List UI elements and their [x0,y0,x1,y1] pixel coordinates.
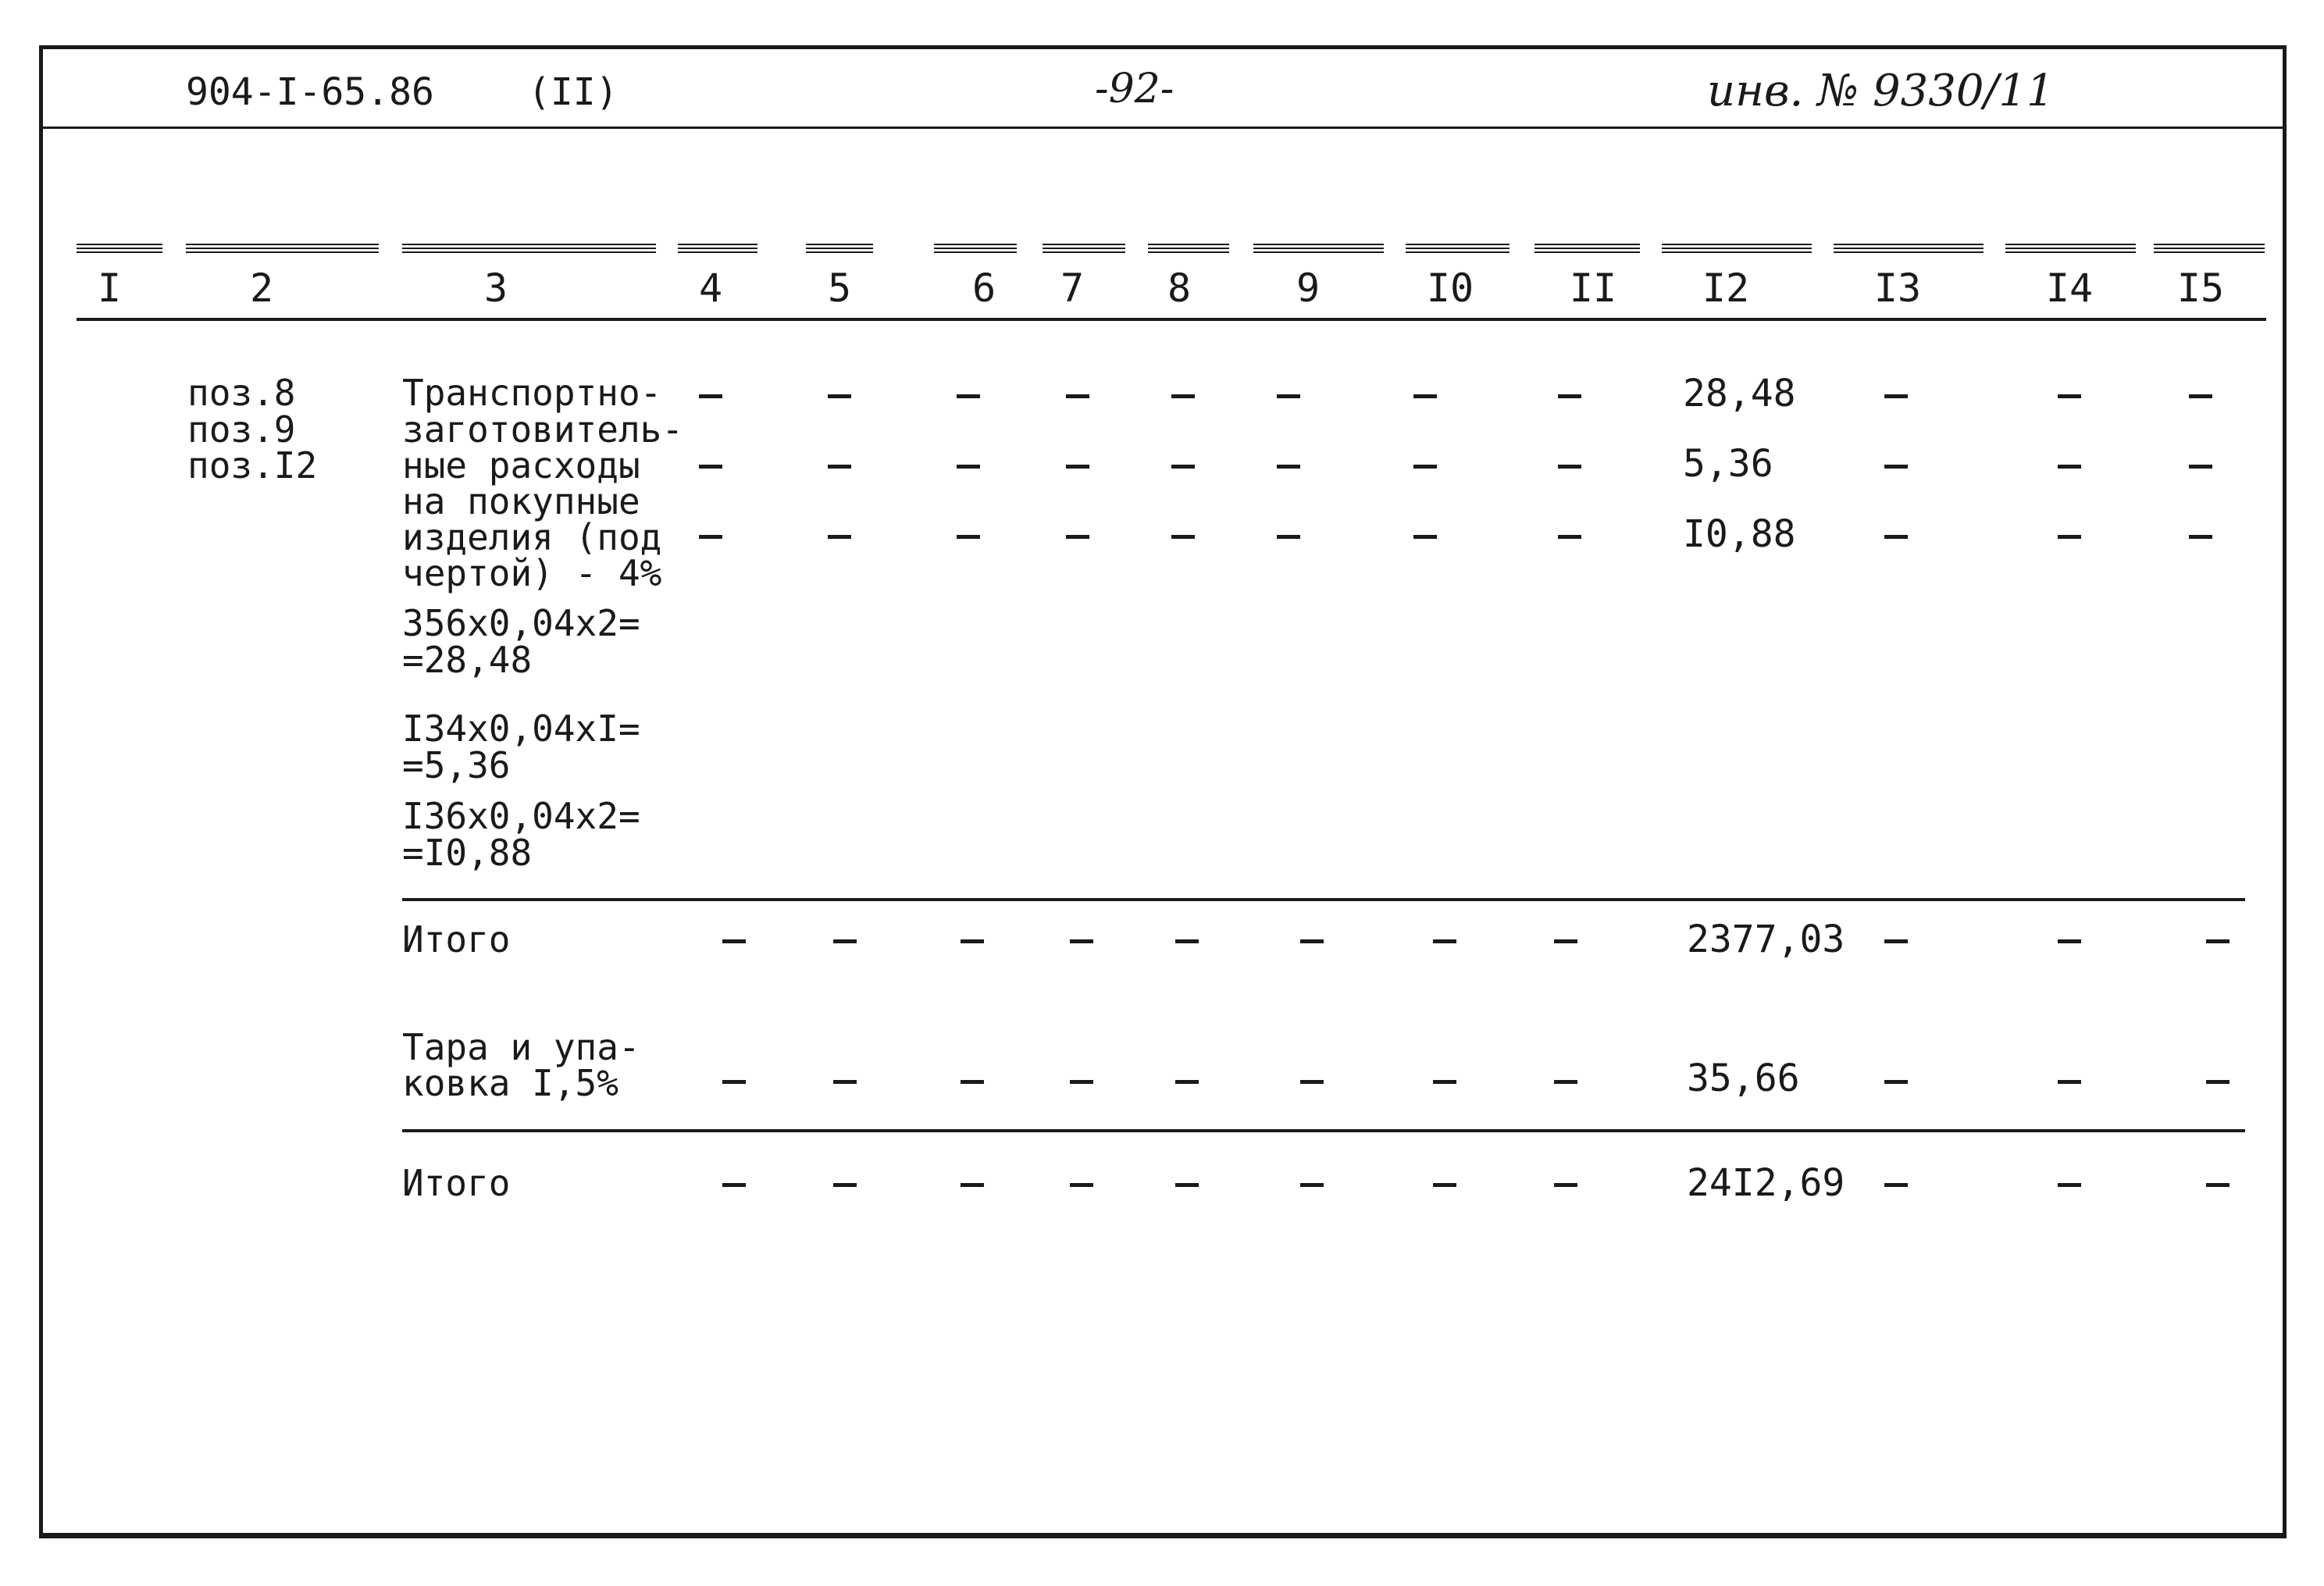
total-value: 24I2,69 [1687,1161,1845,1205]
empty-cell-dash [961,1080,984,1084]
calc-line: 356х0,04х2= [402,602,640,644]
empty-cell-dash [1277,465,1300,469]
empty-cell-dash [699,535,722,539]
empty-cell-dash [2189,535,2212,539]
empty-cell-dash [722,939,746,943]
column-number: I4 [2045,266,2094,311]
empty-cell-dash [1171,394,1195,398]
header-bottom-rule [77,318,2266,321]
calc-line: I36х0,04х2= [402,795,640,837]
empty-cell-dash [1433,1080,1456,1084]
empty-cell-dash [1554,1183,1577,1187]
empty-cell-dash [957,465,980,469]
empty-cell-dash [828,535,851,539]
empty-cell-dash [1884,1080,1908,1084]
header-hatch-line [1148,244,1229,254]
calc-result: =5,36 [402,744,511,786]
header-hatch-line [806,244,873,254]
column-number: 4 [698,266,723,311]
empty-cell-dash [2058,1080,2081,1084]
item-description-line: Транспортно- [402,372,662,414]
header-hatch-line [1406,244,1510,254]
empty-cell-dash [957,394,980,398]
item-description-line: заготовитель- [402,408,684,451]
column-number: 7 [1060,266,1085,311]
empty-cell-dash [1884,939,1908,943]
calc-line: I34х0,04хI= [402,707,640,750]
empty-cell-dash [2058,465,2081,469]
empty-cell-dash [1433,939,1456,943]
column-number: I0 [1426,266,1474,311]
document-code: 904-I-65.86 [186,70,434,114]
empty-cell-dash [1413,465,1437,469]
empty-cell-dash [1066,394,1089,398]
empty-cell-dash [1175,1183,1199,1187]
packaging-value: 35,66 [1687,1057,1800,1100]
empty-cell-dash [1558,535,1581,539]
sheet-number: (II) [528,70,618,114]
empty-cell-dash [1066,465,1089,469]
empty-cell-dash [961,939,984,943]
empty-cell-dash [1884,465,1908,469]
empty-cell-dash [2189,394,2212,398]
cost-value: 28,48 [1683,372,1796,415]
header-hatch-line [1253,244,1384,254]
empty-cell-dash [1413,535,1437,539]
empty-cell-dash [1413,394,1437,398]
empty-cell-dash [1554,1080,1577,1084]
header-hatch-line [1662,244,1812,254]
column-number: 2 [249,266,274,311]
empty-cell-dash [833,1080,857,1084]
column-number: I3 [1873,266,1922,311]
packaging-label-line: Тара и упа- [402,1026,640,1068]
cost-value: 5,36 [1683,442,1773,486]
empty-cell-dash [1554,939,1577,943]
subtotal-value: 2377,03 [1687,918,1845,961]
empty-cell-dash [1070,1080,1093,1084]
empty-cell-dash [1175,939,1199,943]
calc-result: =I0,88 [402,832,533,874]
empty-cell-dash [1300,1183,1324,1187]
subtotal-rule [402,898,2245,901]
column-number: I2 [1702,266,1750,311]
empty-cell-dash [828,394,851,398]
total-label: Итого [402,1162,511,1204]
cost-value: I0,88 [1683,512,1796,556]
column-number: 5 [827,266,852,311]
empty-cell-dash [699,465,722,469]
empty-cell-dash [2206,1183,2230,1187]
inventory-number: инв. № 9330/11 [1707,66,2055,116]
empty-cell-dash [1277,394,1300,398]
total-rule [402,1129,2245,1132]
empty-cell-dash [2058,535,2081,539]
calc-result: =28,48 [402,639,533,681]
position-label: поз.9 [187,408,296,451]
empty-cell-dash [1558,465,1581,469]
empty-cell-dash [957,535,980,539]
header-hatch-line [934,244,1017,254]
empty-cell-dash [1300,939,1324,943]
empty-cell-dash [1171,465,1195,469]
empty-cell-dash [2206,1080,2230,1084]
empty-cell-dash [1070,939,1093,943]
position-label: поз.I2 [187,444,318,486]
empty-cell-dash [722,1080,746,1084]
empty-cell-dash [2206,939,2230,943]
header-hatch-line [2005,244,2136,254]
empty-cell-dash [828,465,851,469]
empty-cell-dash [1884,394,1908,398]
header-hatch-line [402,244,656,254]
header-hatch-line [2154,244,2265,254]
empty-cell-dash [1175,1080,1199,1084]
empty-cell-dash [833,939,857,943]
packaging-label-line: ковка I,5% [402,1062,618,1104]
column-number: I [97,266,122,311]
header-hatch-line [1534,244,1640,254]
empty-cell-dash [1884,535,1908,539]
item-description-line: чертой) - 4% [402,552,662,594]
column-number: 6 [971,266,996,311]
empty-cell-dash [1277,535,1300,539]
header-hatch-line [1043,244,1125,254]
empty-cell-dash [2058,939,2081,943]
empty-cell-dash [961,1183,984,1187]
empty-cell-dash [1300,1080,1324,1084]
column-number: I5 [2176,266,2225,311]
item-description-line: на покупные [402,480,640,522]
empty-cell-dash [1433,1183,1456,1187]
empty-cell-dash [2189,465,2212,469]
header-hatch-line [1834,244,1984,254]
empty-cell-dash [699,394,722,398]
item-description-line: ные расходы [402,444,640,486]
empty-cell-dash [833,1183,857,1187]
column-number: 9 [1296,266,1321,311]
empty-cell-dash [2058,1183,2081,1187]
header-rule [43,127,2283,129]
header-hatch-line [678,244,757,254]
header-hatch-line [77,244,162,254]
empty-cell-dash [1171,535,1195,539]
empty-cell-dash [2058,394,2081,398]
empty-cell-dash [722,1183,746,1187]
subtotal-label: Итого [402,918,511,961]
empty-cell-dash [1558,394,1581,398]
empty-cell-dash [1070,1183,1093,1187]
column-number: 8 [1167,266,1192,311]
position-label: поз.8 [187,372,296,414]
column-number: 3 [483,266,508,311]
page-number: -92- [1095,66,1174,112]
empty-cell-dash [1884,1183,1908,1187]
column-number: II [1569,266,1617,311]
empty-cell-dash [1066,535,1089,539]
header-hatch-line [186,244,379,254]
item-description-line: изделия (под [402,516,662,558]
